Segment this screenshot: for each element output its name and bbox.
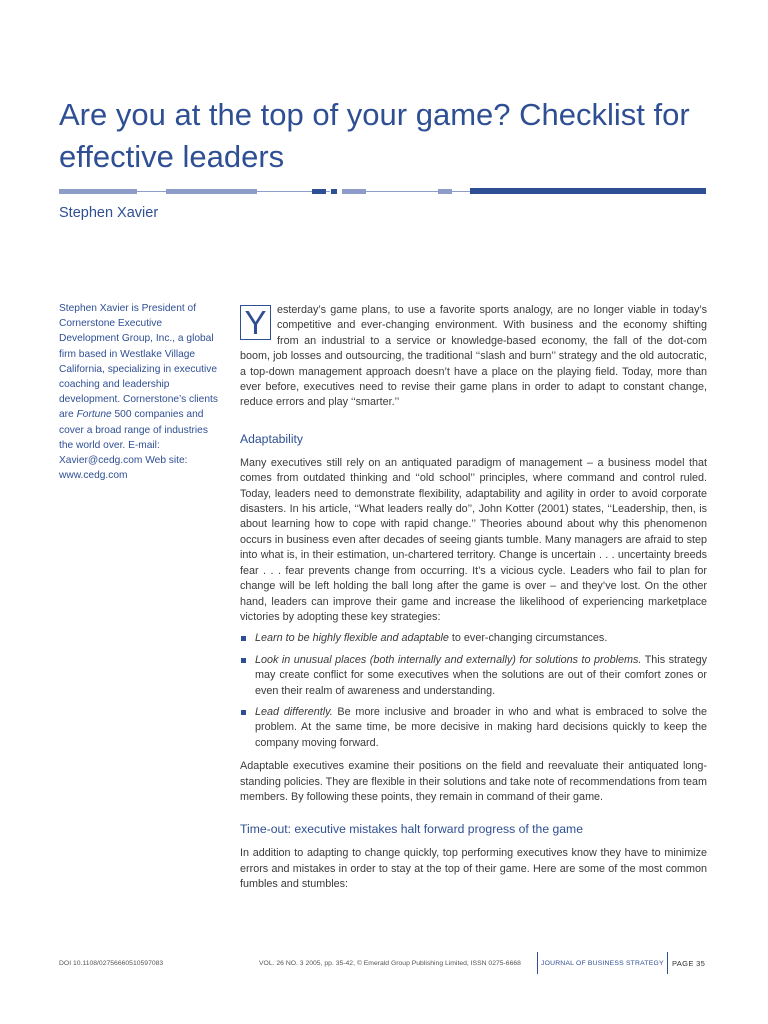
list-item-text: to ever-changing circumstances. [448, 632, 608, 645]
footer-divider [667, 952, 668, 974]
adaptability-paragraph: Many executives still rely on an antiquated paradigm of management – a business model that comes from outdated thinking and ‘‘old school’’ principles, where command and control ruled. Today, leaders need to demonstrate flexibility, adaptability and agility in order to avoid corporate disasters. In his article, ‘‘What leaders really do’’, John Kotter (2001) states, ‘‘Leadership, then, is about learning how to cope with rapid change.’’ Theories abound about why this phenomenon occurs in business even after decades of seeing giants tumble. Many managers are afraid to step into what is, in their estimation, un-chartered territory. Change is uncertain . . . uncertainty breeds fear . . . fear prevents change from occurring. It’s a vicious cycle. Leaders who fail to plan for change will be left holding the ball long after the game is over – and they’ve lost. On the other hand, leaders can improve their game and increase the likelihood of experiencing marketplace victories by adopting these key strategies: [240, 456, 707, 623]
page-footer [0, 952, 768, 976]
doi-text: DOI 10.1108/02756660510597083 [59, 960, 164, 967]
list-item-lead: Learn to be highly flexible and adaptable [255, 632, 449, 645]
section-heading-timeout: Time-out: executive mistakes halt forward progress of the game [240, 822, 583, 837]
journal-name: JOURNAL OF BUSINESS STRATEGY [541, 960, 664, 967]
strategy-list [240, 631, 707, 751]
drop-cap: Y [240, 305, 271, 340]
list-item-lead: Look in unusual places (both internally and externally) for solutions to problems. [255, 653, 642, 666]
list-item-text: This strategy may create conflict for some executives when the solutions are out of their comfort zones or even their realm of awareness and understanding. [255, 653, 707, 697]
author-bio-text-continued: 500 companies and cover a broad range of industries the world over. E-mail: Xavier@cedg.com Web site: www.cedg.com [59, 409, 208, 482]
square-bullet-icon [241, 636, 246, 641]
list-item [240, 653, 707, 699]
adaptable-executives-paragraph: Adaptable executives examine their positions on the field and reevaluate their antiquated long-standing policies. They are flexible in their solutions and take note of recommendations from team members. By following these points, they remain in command of their game. [240, 760, 707, 803]
author-name: Stephen Xavier [59, 205, 159, 221]
footer-divider [537, 952, 538, 974]
list-item [240, 705, 707, 751]
article-title: Are you at the top of your game? Checklist for effective leaders [59, 97, 690, 174]
author-bio-italic: Fortune [76, 409, 112, 421]
list-item [240, 631, 707, 646]
section-heading-adaptability: Adaptability [240, 431, 304, 446]
page-number: PAGE 35 [672, 959, 706, 968]
volume-info: VOL. 26 NO. 3 2005, pp. 35-42, © Emerald Group Publishing Limited, ISSN 0275-6668 [259, 960, 521, 967]
list-item-text: Be more inclusive and broader in who and what is embraced to solve the problem. At the same time, be more decisive in making hard decisions quickly to keep the company moving forward. [255, 705, 707, 749]
author-bio-sidebar [59, 301, 219, 483]
square-bullet-icon [241, 710, 246, 715]
author-bio-text: Stephen Xavier is President of Cornerstone Executive Development Group, Inc., a global firm based in Westlake Village California, specializing in executive coaching and leadership development. Cornerstone’s clients are [59, 303, 218, 421]
timeout-paragraph: In addition to adapting to change quickly, top performing executives know they have to minimize errors and mistakes in order to stay at the top of their game. Here are some of the most common fumbles and stumbles: [240, 847, 707, 891]
article-body [240, 303, 707, 893]
decorative-title-rule [59, 187, 706, 195]
intro-paragraph [240, 303, 707, 411]
square-bullet-icon [241, 658, 246, 663]
intro-text: esterday’s game plans, to use a favorite sports analogy, are no longer viable in today’s competitive and ever-changing environment. With business and the economy shifting from an industrial to a service or knowledge-based economy, the fall of the dot-com boom, job losses and outsourcing, the traditional ‘‘slash and burn’’ strategy and the old autocratic, a top-down management approach doesn’t have a place on the playing field. Today, more than ever before, executives need to revise their game plans in order to adapt to constant change, reduce errors and play ‘‘smarter.’’ [240, 304, 707, 409]
list-item-lead: Lead differently. [255, 705, 333, 718]
